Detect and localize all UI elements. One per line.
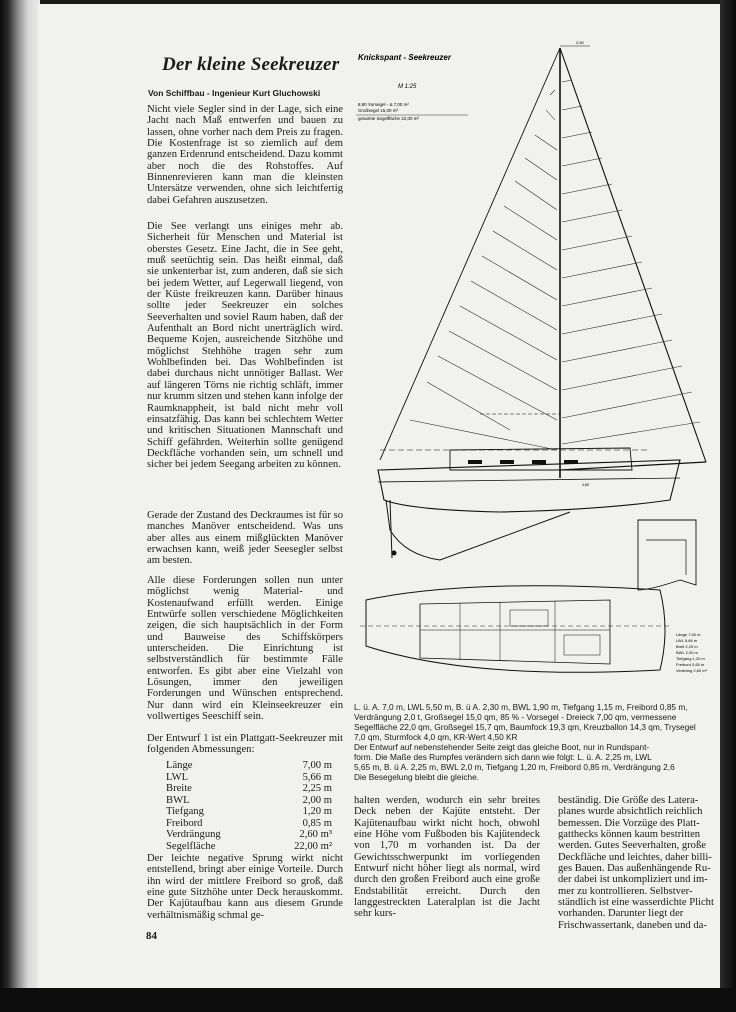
drawing-scale: M 1:25 [398,84,417,90]
section-view [638,520,696,590]
column3-line: bemessen. Die Vorzüge des Platt- [558,817,700,829]
column3-line: vorhanden. Darunter liegt der [558,908,684,920]
spec-label: Tiefgang [166,806,204,817]
spec-label: Verdrängung [166,829,221,840]
spec-label: Segelfläche [166,840,216,852]
drawing-dimension-table [676,632,708,673]
spec-value: 22,00 m² [294,840,332,852]
caption-line: Segelfläche 22,0 qm, Großsegel 15,7 qm, Baumfock 19,3 qm, Kreuzballon 14,3 qm, Trysegel [354,722,696,732]
mainsail-panel-lines [562,80,700,444]
section-interior [646,540,686,575]
book-spine [0,0,40,1012]
boom-label: 4,85 [582,483,589,487]
caption-line: Der Entwurf auf nebenstehender Seite zeigt das gleiche Boot, nur in Rundspant- [354,742,650,752]
spec-value: 7,00 m [302,760,332,771]
page-number: 84 [146,930,157,942]
spec-row [166,806,332,818]
caption-line: Verdrängung 2,0 t, Großsegel 15,0 qm, 85 % - Vorsegel - Dreieck 7,00 qm, vermessene [354,712,677,722]
dim-row: BWL 2,00 m [676,650,698,655]
caption-line: Die Besegelung bleibt die gleiche. [354,772,480,782]
spec-value: 5,66 m [302,771,332,783]
column3-line: Deckfläche und leichtes, daher billi- [558,851,712,863]
dim-row: LWL 5,66 m [676,638,698,643]
spec-row [166,841,332,853]
spec-label: Länge [166,760,193,771]
spec-label: BWL [166,794,190,806]
spec-row [166,772,332,784]
article-title: Der kleine Seekreuzer [162,54,340,75]
drawing-header: Knickspant - Seekreuzer [358,53,451,62]
body-paragraph-2: Die See verlangt uns einiges mehr ab. Sicherheit für Menschen und Material ist oberstes Gesetz. Eine Jacht, die in See geht, muß seetüchtig sein. Das heißt einmal, daß sie unkenterbar ist, zum anderen, daß sie sich bei jedem Wetter, auf Legerwall liegend, von der Küste freikreuzen kann. Darüber hinaus sollte jeder Seekreuzer ein solches Seeverhalten und soviel Raum haben, daß der Aufenthalt an Bord nicht unerträglich wird. Bequeme Kojen, ausreichende Sitzhöhe und möglichst Stehhöhe tragen sehr zum Wohlbefinden bei. Das Wohlbefinden ist dabei durchaus nicht unnötiger Ballast. Wer auf längeren Törns nie richtig schläft, immer nur krumm sitzen und stehen kann infolge der Raumknappheit, ist bald nicht mehr voll einsatzfähig. Das kann bei schlechtem Wetter und kritischen Situationen Mannschaft und Schiff gefährden. Weiterhin sollte genügend Deckfläche vorhanden sein, um schnell und sicher bei jedem Seegang arbeiten zu können. [147,221,343,471]
spec-row [166,783,332,795]
spec-row [166,760,332,772]
body-paragraph-3: Gerade der Zustand des Deckraumes ist für so manches Manöver entscheidend. Was uns aber alles aus einem mißglückten Manöver erwachsen kann, weiß jeder Seesegler selbst am besten. [147,510,343,567]
column3-line: Frischwassertank, daneben und da- [558,919,707,931]
sail-area-line-3: gesamte Segelfläche 22,00 m² [358,116,420,121]
spec-value: 1,20 m [302,806,332,817]
dim-row: Tiefgang 1,20 m [676,656,705,661]
spec-label: LWL [166,771,189,783]
caption-line: 7,0 qm, Sturmfock 4,0 qm, KR-Wert 4,50 KR [354,732,518,742]
mast-label: 2,50 [576,40,584,45]
mainsail-leech [560,48,706,462]
spec-row [166,829,332,841]
keel-profile [386,500,570,560]
waterline [378,478,680,482]
spec-value: 0,85 m [302,817,332,829]
column3-line: beständig. Die Größe des Latera- [558,795,699,806]
drawing-caption [354,702,726,782]
foresail-panel-lines [410,90,557,450]
spec-value: 2,00 m [302,794,332,806]
hull-profile [378,460,680,512]
dim-row: Verdräng 2,60 m³ [676,668,707,673]
article-byline: Von Schiffbau - Ingenieur Kurt Gluchowski [148,88,321,98]
dim-row: Breit 2,25 m [676,644,698,649]
column3-line: werden. Gutes Seeverhalten, große [558,840,706,852]
body-paragraph-5: Der Entwurf 1 ist ein Plattgatt-Seekreuzer mit folgenden Abmessungen: [147,733,343,756]
sail-area-line-2: Großsegel 15,00 m² [358,108,399,113]
column3-line: mer zu kontrollieren. Selbstver- [558,885,693,897]
deck-plan-interior [420,601,610,662]
caption-line: L. ü. A. 7,0 m, LWL 5,50 m, B. ü A. 2,30 m, BWL 1,90 m, Tiefgang 1,15 m, Freibord 0,85 m, [354,702,688,712]
rudder-fitting [392,551,397,556]
sail-area-line-1: 8,80 Vorsegel - Δ 7,00 m² [358,102,409,107]
column3-line: gatthecks können kaum bestritten [558,829,701,841]
deck-plan-cabin [420,600,610,664]
column3-line: ständlich ist eine wasserdichte Plicht [558,897,714,909]
dim-row: Länge 7,00 m [676,632,701,637]
column3-line: der dabei ist unkompliziert und im- [558,874,708,886]
caption-line: 5,65 m, B. ü A. 2,25 m, BWL 2,0 m, Tiefgang 1,20 m, Freibord 0,85 m, Verdrängung 2,6 [354,762,675,772]
body-paragraph-4: Alle diese Forderungen sollen nun unter möglichst wenig Material- und Kostenaufwand erfüllt werden. Einige Entwürfe sollen verschiedene Möglichkeiten zeigen, die sich hauptsächlich in der Form und Bauweise des Schiffskörpers unterscheiden. Die Einrichtung ist selbstverständlich für bestimmte Fälle entworfen. Es gibt aber eine Vielzahl von Lösungen, immer den jeweiligen Forderungen und Wünschen entsprechend. Nur dann wird ein Kleinseekreuzer ein vollwertiges Seeschiff sein. [147,575,343,723]
column3-line: planes wurde absichtlich reichlich [558,806,703,818]
spec-value: 2,25 m [302,783,332,794]
deck-plan-outline [366,586,665,673]
body-paragraph-6: Der leichte negative Sprung wirkt nicht entstellend, bringt aber einige Vorteile. Durch ihn wird der mittlere Freibord so groß, daß eine gute Sitzhöhe unter Deck herauskommt. Der Kajütaufbau kann aus diesem Grunde verhältnismäßig schmal ge- [147,853,343,921]
dim-row: Freibord 0,85 m [676,662,705,667]
spec-row [166,795,332,807]
spec-label: Breite [166,783,192,794]
body-column-3 [558,795,726,931]
caption-line: form. Die Maße des Rumpfes verändern sich dann wie folgt: L. ü. A. 2,25 m, LWL [354,752,652,762]
body-paragraph-1: Nicht viele Segler sind in der Lage, sich eine Jacht nach Maß entwerfen und bauen zu lassen, ohne vorher nach dem Preis zu fragen. Die Kostenfrage ist so ziemlich auf dem ganzen Erdenrund entscheidend. Dazu kommt aber noch die des Rohstoffes. Auf Binnenrevieren kann man die kleinsten Untersätze verwenden, ohne sich leichtfertig dabei Gefahren auszusetzen. [147,104,343,206]
sailboat-plan-drawing [350,30,726,700]
scan-bottom-border [0,988,736,1012]
spec-label: Freibord [166,817,203,829]
body-column-2: halten werden, wodurch ein sehr breites Deck neben der Kajüte entsteht. Der Kajütenaufbau wirkt nicht hoch, obwohl eine Höhe vom Fußboden bis Kajütendeck von 1,70 m vorhanden ist. Da der Gewichtsschwerpunkt im vorliegenden Entwurf nicht höher liegt als normal, wird durch den großen Freibord auch eine große Endstabilität erreicht. Durch den langgestreckten Lateralplan ist die Jacht sehr kurs- [354,795,540,920]
spec-value: 2,60 m³ [299,829,332,840]
column3-line: ges Bauen. Das außenhängende Ru- [558,863,711,875]
specs-table [166,760,332,852]
forestay [380,48,560,460]
spec-row [166,818,332,830]
